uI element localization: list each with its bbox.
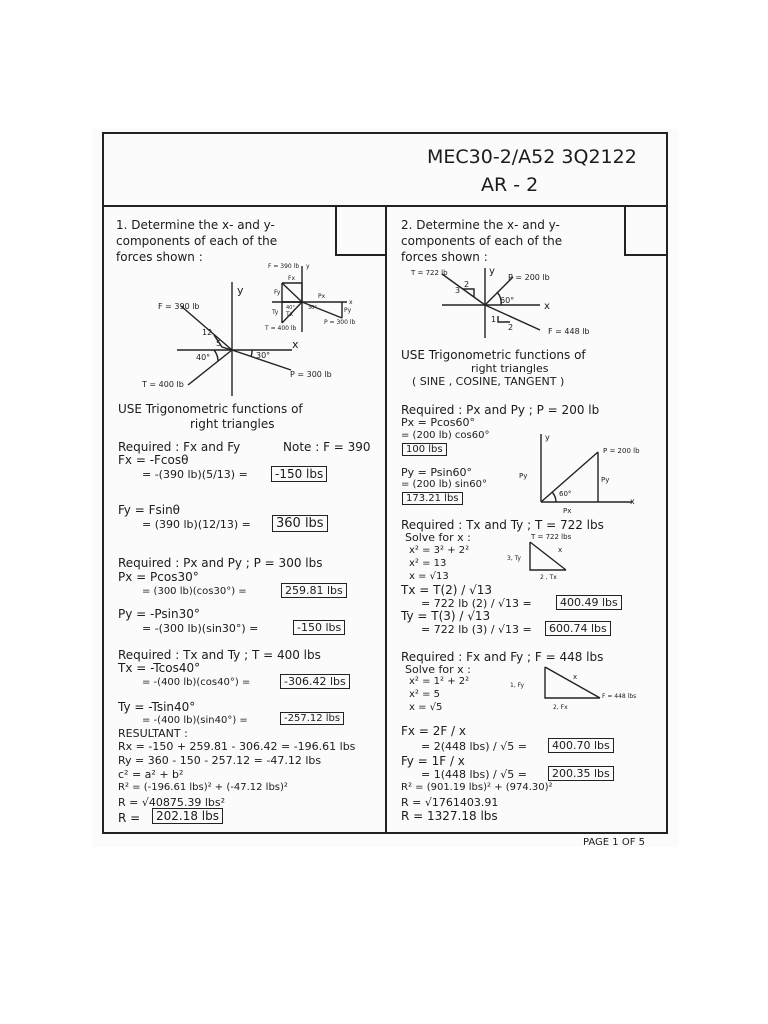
p1-r-sqrt-line: R = √40875.39 lbs² — [118, 796, 226, 809]
p1-label-5: 5 — [216, 339, 222, 348]
p1-px-substitution: = (300 lb)(cos30°) = — [142, 586, 247, 597]
p2-f-slope-triangle — [498, 316, 510, 322]
p2-use-line3: ( SINE , COSINE, TANGENT ) — [412, 375, 565, 388]
p2-r-sqrt-line: R = √1761403.91 — [401, 796, 499, 809]
p1-label-p: P = 300 lb — [290, 370, 332, 379]
p1-required-t: Required : Tx and Ty ; T = 400 lbs — [118, 648, 321, 662]
p1-px-formula: Px = Pcos30° — [118, 570, 199, 584]
p2-label-2: 2 — [464, 280, 470, 289]
p2-tx-formula: Tx = T(2) / √13 — [401, 583, 493, 597]
p2-pfig-label-p: P = 200 lb — [603, 447, 640, 455]
inset-label-px: Px — [318, 293, 326, 300]
p2-fy-formula: Fy = 1F / x — [401, 754, 465, 768]
p2-tx-answer: 400.49 lbs — [556, 595, 622, 610]
p2-tri1-label-t: T = 722 lbs — [531, 533, 572, 541]
assignment-title: AR - 2 — [481, 174, 539, 196]
p2-required-f: Required : Fx and Fy ; F = 448 lbs — [401, 650, 604, 664]
inset-label-f: F = 390 lb — [268, 263, 300, 270]
p1-ty-answer: -257.12 lbs — [280, 712, 344, 725]
p1-py-formula: Py = -Psin30° — [118, 607, 200, 621]
p2-fx-eq1: x² = 1² + 2² — [409, 676, 470, 687]
p2-pfig-label-y: y — [545, 433, 550, 442]
inset-label-40deg: 40° — [286, 305, 295, 311]
p2-pfig-label-py-right: Py — [601, 476, 610, 484]
p2-fy-answer: 200.35 lbs — [548, 766, 614, 781]
p2-tri2-label-f: F = 448 lbs — [602, 693, 637, 700]
p1-py-substitution: = -(300 lb)(sin30°) = — [142, 622, 259, 635]
p2-px-formula: Px = Pcos60° — [401, 416, 475, 429]
course-code: MEC30-2/A52 3Q2122 — [427, 146, 637, 168]
p2-question-line1: 2. Determine the x- and y- — [401, 218, 560, 232]
p2-required-t: Required : Tx and Ty ; T = 722 lbs — [401, 518, 604, 532]
p2-question-line2: components of each of the — [401, 234, 563, 248]
p2-fx-eq3: x = √5 — [409, 702, 443, 713]
p2-ty-formula: Ty = T(3) / √13 — [401, 609, 491, 623]
p1-ty-substitution: = -(400 lb)(sin40°) = — [142, 715, 248, 726]
p2-fx-formula: Fx = 2F / x — [401, 724, 466, 738]
p2-label-x: x — [544, 301, 550, 312]
p2-solve-x-1: Solve for x : — [405, 531, 471, 544]
inset-label-py: Py — [344, 307, 352, 314]
p2-label-60deg: 60° — [500, 296, 515, 305]
p1-note-f: Note : F = 390 — [283, 440, 371, 454]
p2-tx-eq3: x = √13 — [409, 571, 449, 582]
p1-tx-formula: Tx = -Tcos40° — [118, 661, 201, 675]
p2-tri2-label-x: x — [573, 673, 578, 681]
p2-fx-eq2: x² = 5 — [409, 689, 441, 700]
p1-fy-formula: Fy = Fsinθ — [118, 503, 181, 517]
p2-tx-eq2: x² = 13 — [409, 558, 447, 569]
p2-fx-answer: 400.70 lbs — [548, 738, 614, 753]
p2-tri1-label-x: x — [558, 546, 563, 554]
p1-tx-answer: -306.42 lbs — [280, 674, 350, 689]
p2-tri1-label-bottom: 2 , Tx — [540, 574, 557, 581]
p1-rx-line: Rx = -150 + 259.81 - 306.42 = -196.61 lbs — [118, 740, 356, 753]
p2-use-line2: right triangles — [471, 362, 549, 375]
p2-question-line3: forces shown : — [401, 250, 488, 264]
p2-tri2-label-side: 1, Fy — [510, 682, 525, 689]
p1-label-f: F = 390 lb — [158, 302, 200, 311]
p1-label-12: 12 — [202, 328, 213, 337]
p1-tx-substitution: = -(400 lb)(cos40°) = — [142, 677, 251, 688]
p1-question-line3: forces shown : — [116, 250, 203, 264]
p2-pfig-angle-arc — [552, 492, 556, 502]
p1-use-line1: USE Trigonometric functions of — [118, 402, 303, 416]
p1-use-line2: right triangles — [190, 417, 275, 431]
p2-py-answer: 173.21 lbs — [402, 492, 463, 505]
p1-label-y: y — [237, 284, 244, 297]
inset-label-tx: Tx — [286, 311, 294, 318]
p2-px-answer: 100 lbs — [402, 443, 447, 456]
p2-r-squared-line: R² = (901.19 lbs)² + (974.30)² — [401, 782, 553, 793]
p1-required-p: Required : Px and Py ; P = 300 lbs — [118, 556, 323, 570]
p2-tx-eq1: x² = 3² + 2² — [409, 545, 470, 556]
p2-label-f: F = 448 lb — [548, 327, 590, 336]
p2-label-p: P = 200 lb — [508, 273, 550, 282]
p2-pfig-label-60deg: 60° — [559, 490, 572, 498]
p2-label-2b: 2 — [508, 323, 514, 332]
p1-pythag-line: c² = a² + b² — [118, 768, 184, 781]
p2-f-triangle-hyp — [545, 667, 600, 698]
p1-question-line1: 1. Determine the x- and y- — [116, 218, 275, 232]
inset-label-fy: Fy — [274, 289, 281, 296]
p2-ty-answer: 600.74 lbs — [545, 621, 611, 636]
p2-tri1-label-side: 3, Ty — [507, 555, 521, 562]
p2-label-1: 1 — [491, 315, 497, 324]
p2-tri2-label-bottom: 2, Fx — [553, 704, 568, 711]
p1-py-answer: -150 lbs — [293, 620, 345, 635]
p2-use-line1: USE Trigonometric functions of — [401, 348, 586, 362]
inset-label-t: T = 400 lb — [265, 325, 297, 332]
p1-label-40deg: 40° — [196, 353, 211, 362]
p2-py-substitution: = (200 lb) sin60° — [401, 479, 487, 490]
p1-r-answer: 202.18 lbs — [152, 808, 223, 824]
p2-r-result: R = 1327.18 lbs — [401, 809, 498, 823]
inset-label-x: x — [349, 299, 353, 306]
p1-fx-formula: Fx = -Fcosθ — [118, 453, 189, 467]
p2-solve-x-2: Solve for x : — [405, 663, 471, 676]
p1-ry-line: Ry = 360 - 150 - 257.12 = -47.12 lbs — [118, 754, 322, 767]
p2-fx-substitution: = 2(448 lbs) / √5 = — [421, 740, 527, 753]
p2-pfig-label-x: x — [630, 497, 635, 506]
p2-px-substitution: = (200 lb) cos60° — [401, 430, 490, 441]
p2-label-y: y — [489, 266, 495, 277]
p1-question-line2: components of each of the — [116, 234, 278, 248]
p1-ty-formula: Ty = -Tsin40° — [118, 700, 196, 714]
p2-ty-substitution: = 722 lb (3) / √13 = — [421, 623, 532, 636]
p1-r-squared-line: R² = (-196.61 lbs)² + (-47.12 lbs)² — [118, 782, 288, 793]
p1-label-30deg: 30° — [256, 351, 271, 360]
inset-label-y: y — [306, 263, 310, 270]
p2-fy-substitution: = 1(448 lbs) / √5 = — [421, 768, 527, 781]
p1-required-f: Required : Fx and Fy — [118, 440, 241, 454]
p2-pfig-label-px: Px — [563, 507, 572, 515]
p1-fx-answer: -150 lbs — [271, 466, 327, 482]
p1-label-x: x — [292, 338, 299, 351]
p2-py-formula: Py = Psin60° — [401, 466, 473, 479]
p1-fx-substitution: = -(390 lb)(5/13) = — [142, 468, 248, 481]
p1-fy-substitution: = (390 lb)(12/13) = — [142, 518, 251, 531]
p2-label-3: 3 — [455, 286, 461, 295]
inset-label-p: P = 300 lb — [324, 319, 356, 326]
page-number: PAGE 1 OF 5 — [583, 837, 646, 848]
p2-pfig-label-py-left: Py — [519, 472, 528, 480]
inset-label-ty: Ty — [272, 309, 279, 316]
p1-label-t: T = 400 lb — [142, 380, 184, 389]
p2-required-p: Required : Px and Py ; P = 200 lb — [401, 403, 600, 417]
p1-px-answer: 259.81 lbs — [281, 583, 347, 598]
p1-r-label: R = — [118, 811, 141, 825]
inset-label-fx: Fx — [288, 275, 296, 282]
p1-fy-answer: 360 lbs — [272, 515, 328, 532]
p1-resultant-heading: RESULTANT : — [118, 727, 188, 740]
p2-label-t: T = 722 lb — [411, 269, 448, 277]
inset-label-30deg: 30° — [308, 305, 317, 311]
p2-tx-substitution: = 722 lb (2) / √13 = — [421, 597, 532, 610]
